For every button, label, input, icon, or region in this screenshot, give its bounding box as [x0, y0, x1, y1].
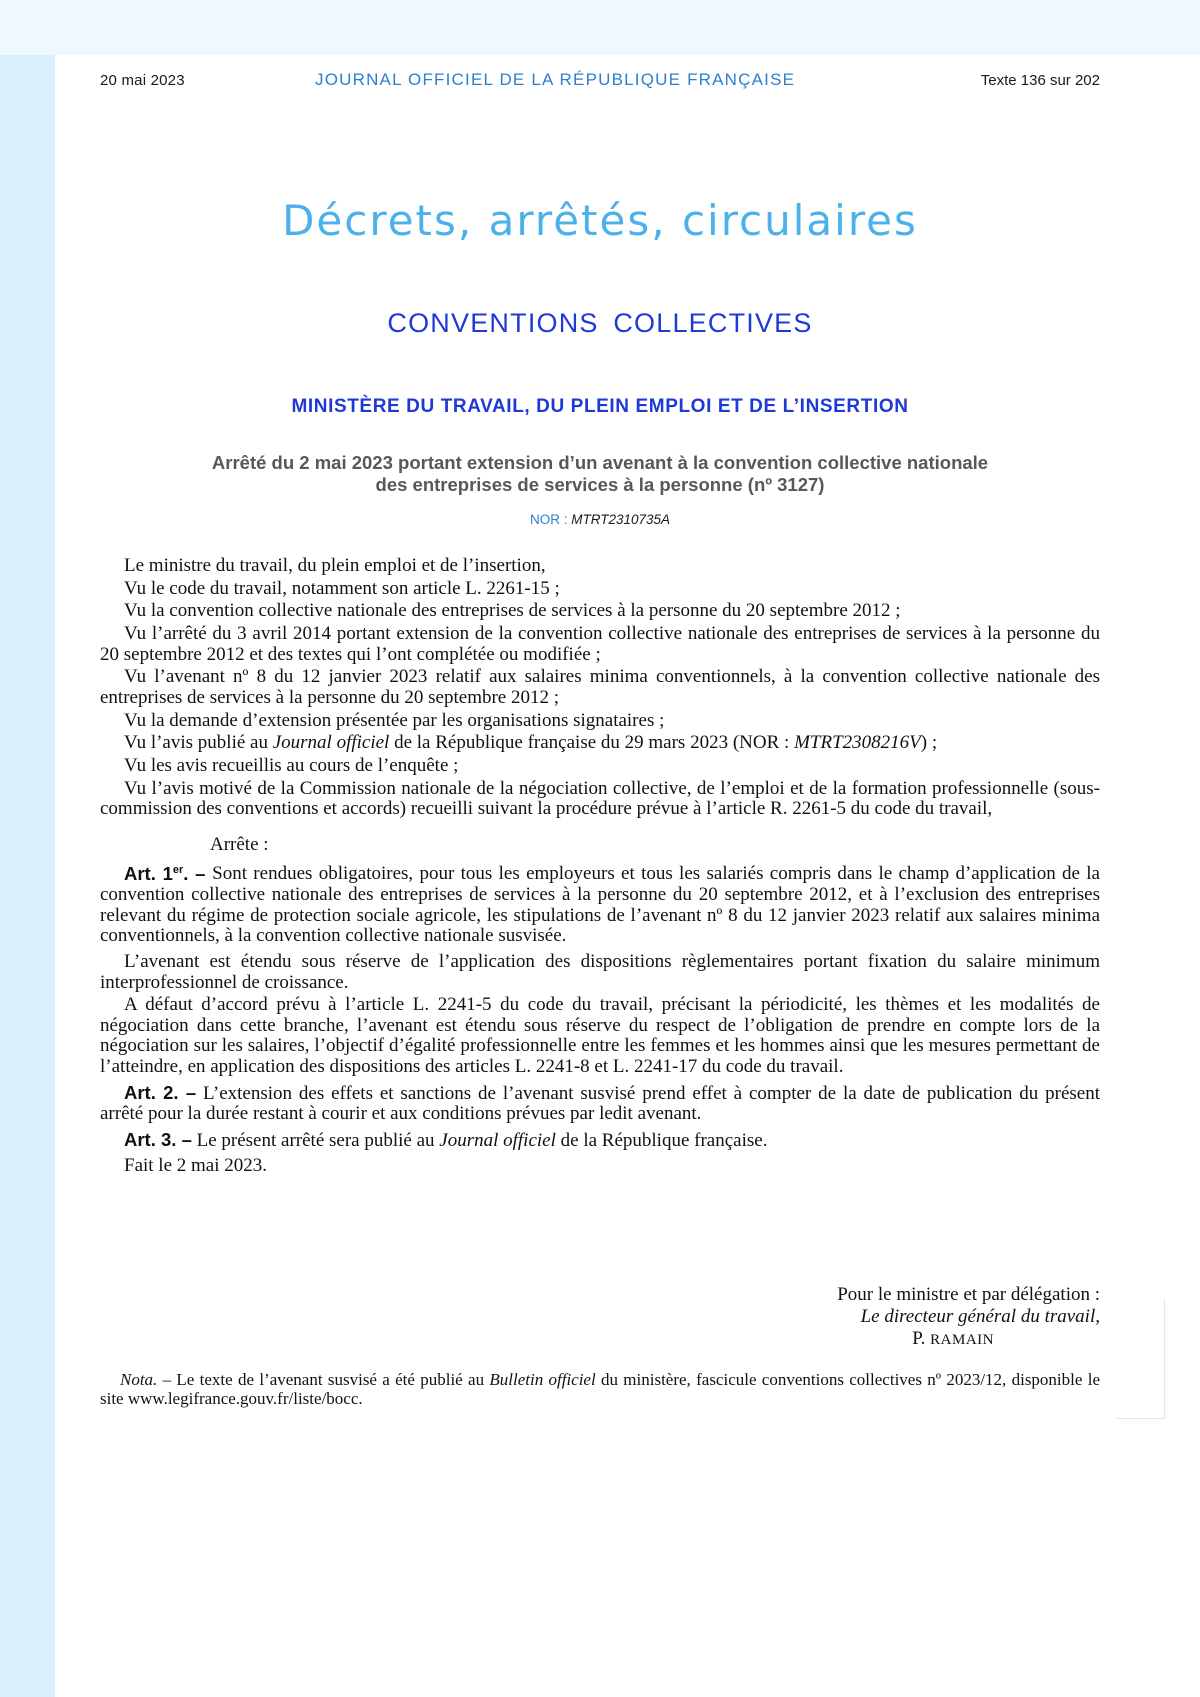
article-1-paragraph-3: A défaut d’accord prévu à l’article L. 2241-5 du code du travail, précisant la périodicité, les thèmes et les modalités de négociation dans cette branche, l’avenant est étendu sous réserve du respect de l’obligation de prendre en compte lors de la négociation sur les salaires, l’objectif d’égalité professionnelle entre les femmes et les hommes ainsi que les mesures permettant de l’atteindre, en application des dispositions des articles L. 2241-8 et L. 2241-17 du code du travail. [100, 994, 1100, 1078]
article-2 [100, 1083, 1100, 1125]
signature-delegation: Pour le ministre et par délégation : [837, 1284, 1100, 1305]
preamble-visa-arrete-2014: Vu l’arrêté du 3 avril 2014 portant extension de la convention collective nationale des entreprises de services à la personne du 20 septembre 2012 et des textes qui l’ont complétée ou modifiée ; [100, 623, 1100, 665]
section-title: Décrets, arrêtés, circulaires [282, 196, 918, 245]
text-run: ) ; [920, 732, 938, 754]
page-frame-corner [1116, 1298, 1165, 1419]
header-page-reference: Texte 136 sur 202 [980, 72, 1100, 89]
article-2-text: L’extension des effets et sanctions de l’avenant susvisé prend effet à compter de la date de publication du présent arrêté pour la durée restant à courir et aux conditions prévues par ledit avenant. [100, 1082, 1100, 1125]
text-run: du ministère, fascicule conventions collectives nº 2023/12, disponible le site www.legifrance.gouv.fr/liste/bocc. [100, 1370, 1100, 1408]
nor-reference [0, 512, 1200, 527]
signature-surname: RAMAIN [930, 1332, 994, 1348]
text-run-italic: MTRT2308216V [794, 732, 921, 754]
article-1-label [124, 863, 212, 884]
document-body [100, 556, 1100, 1179]
page-top-band [0, 0, 1200, 55]
signature-role: Le directeur général du travail, [860, 1306, 1100, 1327]
article-3 [100, 1130, 1100, 1152]
ministry-heading: MINISTÈRE DU TRAVAIL, DU PLEIN EMPLOI ET DE L’INSERTION [291, 396, 909, 417]
nota-paragraph [100, 1371, 1100, 1408]
text-run: Le présent arrêté sera publié au [191, 1129, 440, 1151]
subsection-title: CONVENTIONS COLLECTIVES [387, 308, 813, 338]
signature-block [500, 1284, 1100, 1351]
article-1-text: Sont rendues obligatoires, pour tous les employeurs et tous les salariés compris dans le champ d’application de la convention collective nationale des entreprises de services à la personne du 20 septembre 2012, et à l’exclusion des entreprises relevant du régime de protection sociale agricole, les stipulations de l’avenant nº 8 du 12 janvier 2023 relatif aux salaires minima conventionnels, à la convention collective nationale susvisée. [100, 863, 1100, 947]
text-run-italic: Journal officiel [272, 732, 390, 754]
decides-line: Arrête : [210, 833, 269, 855]
nor-code: MTRT2310735A [571, 512, 671, 527]
signature-name [500, 1328, 1100, 1351]
article-1-dash: . – [183, 862, 213, 884]
text-run-italic: Bulletin officiel [489, 1370, 596, 1389]
running-header [100, 70, 1100, 92]
nota-label: Nota. [120, 1370, 158, 1389]
preamble-visa-commission: Vu l’avis motivé de la Commission nationale de la négociation collective, de l’emploi et de la formation professionnelle (sous-commission des conventions et accords) recueilli suivant la procédure prévue à l’article R. 2261-5 du code du travail, [100, 777, 1100, 820]
header-date: 20 mai 2023 [100, 72, 185, 89]
article-1 [100, 859, 1100, 947]
article-1-superscript: er [172, 863, 184, 876]
header-journal-title: JOURNAL OFFICIEL DE LA RÉPUBLIQUE FRANÇAISE [315, 70, 796, 89]
text-run: – Le texte de l’avenant susvisé a été publié au [157, 1370, 490, 1389]
article-1-paragraph-2: L’avenant est étendu sous réserve de l’application des dispositions règlementaires portant fixation du salaire minimum interprofessionnel de croissance. [100, 951, 1100, 993]
text-run: de la République française. [555, 1129, 768, 1151]
preamble-visa-convention: Vu la convention collective nationale des entreprises de services à la personne du 20 septembre 2012 ; [124, 600, 901, 622]
preamble-visa-demande: Vu la demande d’extension présentée par les organisations signataires ; [124, 709, 665, 731]
article-2-label: Art. 2. – [124, 1081, 197, 1103]
preamble-visa-avenant: Vu l’avenant nº 8 du 12 janvier 2023 relatif aux salaires minima conventionnels, à la convention collective nationale des entreprises de services à la personne du 20 septembre 2012 ; [100, 666, 1100, 708]
act-title-line-2: des entreprises de services à la personne (nº 3127) [375, 474, 825, 495]
preamble-visa-avis-publie [100, 733, 1100, 754]
preamble-visa-code: Vu le code du travail, notamment son article L. 2261-15 ; [124, 577, 560, 599]
done-at-line: Fait le 2 mai 2023. [124, 1155, 268, 1177]
nor-label: NOR : [529, 512, 572, 527]
text-run: de la République française du 29 mars 2023 (NOR : [389, 732, 795, 754]
text-run-italic: Journal officiel [439, 1129, 556, 1151]
act-title-line-1: Arrêté du 2 mai 2023 portant extension d’un avenant à la convention collective nationale [211, 452, 989, 473]
article-1-number: Art. 1 [124, 862, 173, 884]
act-title [100, 452, 1100, 496]
article-3-label: Art. 3. – [124, 1128, 192, 1150]
signature-initial: P. [912, 1328, 931, 1349]
text-run: Vu l’avis publié au [124, 732, 273, 754]
preamble-minister: Le ministre du travail, du plein emploi et de l’insertion, [124, 555, 546, 576]
preamble-visa-enquete: Vu les avis recueillis au cours de l’enquête ; [124, 755, 459, 776]
